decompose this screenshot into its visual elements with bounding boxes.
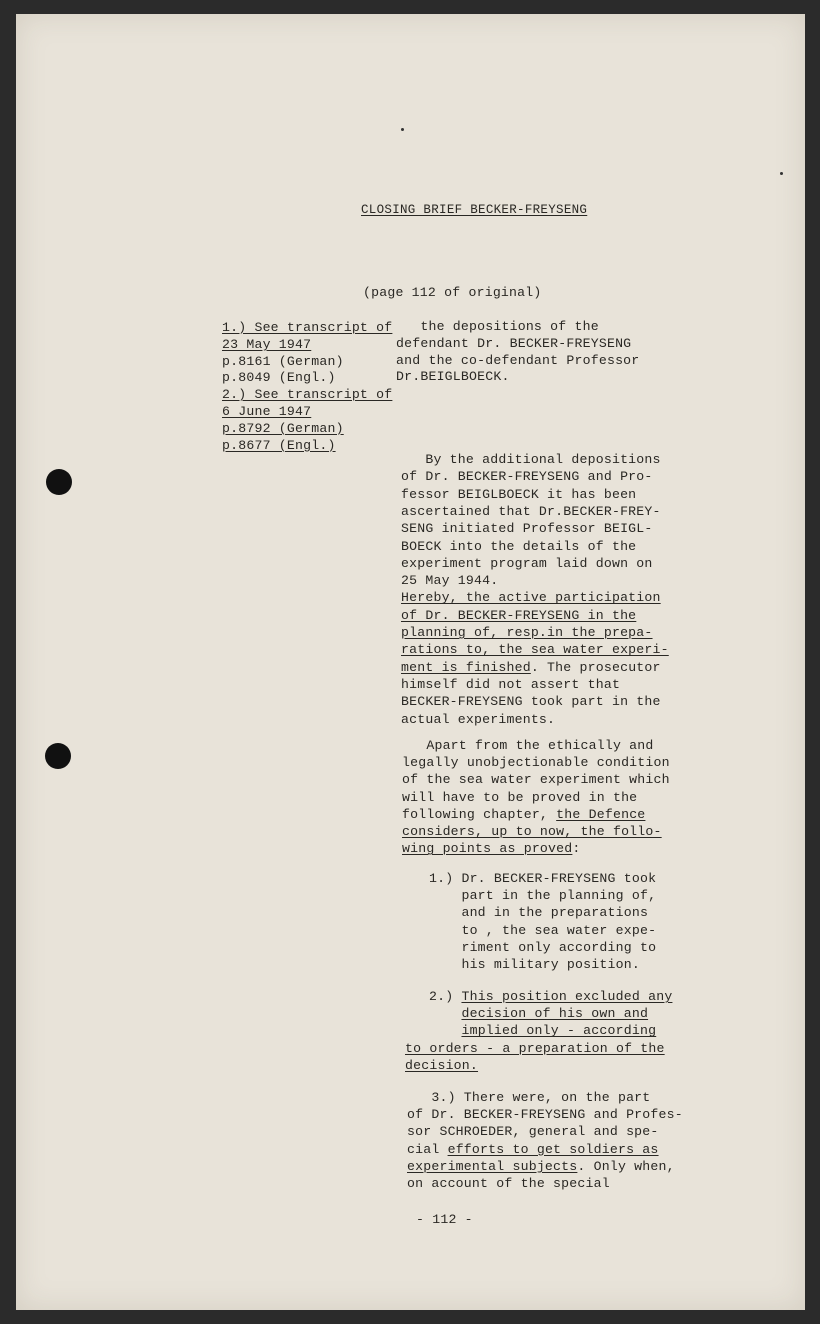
- text-span: Apart from the ethically and: [402, 738, 654, 753]
- text-span: sor SCHROEDER, general and spe-: [407, 1124, 659, 1140]
- text-line: [407, 1142, 659, 1159]
- page-number: - 112 -: [416, 1212, 473, 1227]
- text-line: [401, 608, 636, 625]
- text-line: part in the planning of,: [429, 888, 657, 904]
- underlined-text: implied only - according: [461, 1023, 657, 1039]
- text-span: actual experiments.: [401, 711, 556, 727]
- text-line: his military position.: [429, 957, 640, 972]
- text-span: . Only when,: [577, 1158, 675, 1174]
- margin-note-line: 23 May 1947: [222, 336, 312, 352]
- text-span: will have to be proved in the: [402, 789, 638, 805]
- text-span: . The prosecutor: [530, 659, 661, 675]
- underlined-text: experimental subjects: [407, 1158, 578, 1174]
- margin-note-line: 2.) See transcript of: [222, 387, 393, 403]
- text-span: BOECK into the details of the: [401, 538, 637, 554]
- underlined-text: considers, up to now, the follo-: [402, 824, 662, 839]
- text-line: [401, 556, 653, 573]
- punch-hole: [46, 469, 72, 495]
- text-line: [401, 712, 555, 729]
- margin-note-line: p.8161 (German): [222, 353, 344, 369]
- text-line: [401, 521, 653, 538]
- text-span: on account of the special: [407, 1176, 610, 1191]
- text-span: legally unobjectionable condition: [402, 755, 670, 771]
- text-span: BECKER-FREYSENG took part in the: [401, 694, 661, 710]
- text-line: [405, 1058, 478, 1075]
- text-line: [401, 469, 653, 486]
- text-line: [405, 1041, 665, 1058]
- text-span: 25 May 1944.: [401, 573, 499, 589]
- margin-note-line: p.8792 (German): [222, 420, 344, 436]
- text-line: [401, 625, 653, 642]
- page-reference: (page 112 of original): [363, 285, 542, 300]
- text-span: following chapter,: [402, 806, 557, 822]
- text-line: the depositions of the: [396, 319, 599, 334]
- margin-note-line: 6 June 1947: [222, 404, 312, 419]
- text-line: [402, 807, 645, 824]
- text-line: [401, 504, 661, 521]
- text-span: cial: [407, 1141, 448, 1157]
- punch-hole: [45, 743, 71, 769]
- text-span: experiment program laid down on: [401, 555, 653, 571]
- text-line: [407, 1159, 675, 1176]
- text-line: [402, 772, 670, 789]
- text-line: [401, 677, 620, 694]
- document-page: [16, 14, 805, 1310]
- underlined-text: Hereby, the active participation: [401, 590, 661, 606]
- text-line: [407, 1176, 610, 1193]
- text-line: [407, 1090, 650, 1107]
- text-span: 2.): [429, 989, 462, 1004]
- paper-speck: [780, 172, 783, 175]
- text-line: [402, 824, 662, 841]
- text-line: riment only according to: [429, 939, 657, 955]
- text-line: to , the sea water expe-: [429, 922, 657, 938]
- underlined-text: to orders - a preparation of the: [405, 1040, 665, 1056]
- underlined-text: decision of his own and: [461, 1006, 649, 1022]
- text-span: fessor BEIGLBOECK it has been: [401, 486, 637, 502]
- text-span: :: [572, 841, 581, 857]
- underlined-text: This position excluded any: [461, 989, 673, 1004]
- text-line: [401, 590, 661, 607]
- text-line: [407, 1107, 683, 1124]
- text-span: himself did not assert that: [401, 676, 621, 692]
- text-line: [429, 1023, 656, 1040]
- text-line: [401, 487, 636, 504]
- text-span: [429, 1006, 461, 1021]
- text-line: 1.) Dr. BECKER-FREYSENG took: [429, 871, 657, 886]
- margin-note-line: p.8677 (Engl.): [222, 437, 336, 453]
- underlined-text: of Dr. BECKER-FREYSENG in the: [401, 607, 637, 623]
- text-line: [402, 755, 670, 772]
- document-title: CLOSING BRIEF BECKER-FREYSENG: [361, 203, 588, 217]
- margin-note-line: p.8049 (Engl.): [222, 370, 336, 386]
- text-span: ascertained that Dr.BECKER-FREY-: [401, 503, 661, 519]
- text-line: [402, 841, 581, 858]
- text-line: [402, 738, 654, 755]
- text-span: SENG initiated Professor BEIGL-: [401, 521, 653, 537]
- text-line: [401, 573, 498, 590]
- underlined-text: efforts to get soldiers as: [447, 1141, 659, 1157]
- underlined-text: the Defence: [556, 806, 646, 822]
- text-span: 3.) There were, on the part: [407, 1090, 651, 1105]
- underlined-text: decision.: [405, 1057, 479, 1073]
- text-line: and the co-defendant Professor: [396, 352, 640, 368]
- underlined-text: rations to, the sea water experi-: [401, 642, 669, 658]
- text-span: By the additional depositions: [401, 452, 661, 467]
- text-line: [401, 539, 636, 556]
- text-line: [401, 642, 669, 659]
- text-span: of Dr. BECKER-FREYSENG and Pro-: [401, 469, 653, 485]
- underlined-text: ment is finished: [401, 659, 531, 675]
- text-line: and in the preparations: [429, 905, 649, 921]
- text-line: [429, 1006, 648, 1023]
- text-line: [407, 1124, 659, 1141]
- text-line: [401, 694, 661, 711]
- text-line: [401, 452, 661, 469]
- text-line: defendant Dr. BECKER-FREYSENG: [396, 335, 632, 351]
- text-line: [402, 790, 637, 807]
- text-line: Dr.BEIGLBOECK.: [396, 369, 510, 385]
- underlined-text: wing points as proved: [402, 841, 573, 857]
- margin-note-line: 1.) See transcript of: [222, 320, 393, 335]
- text-span: of Dr. BECKER-FREYSENG and Profes-: [407, 1107, 683, 1123]
- text-span: [429, 1023, 461, 1038]
- text-line: [401, 660, 661, 677]
- text-span: of the sea water experiment which: [402, 772, 670, 788]
- paper-speck: [401, 128, 404, 131]
- text-line: [429, 989, 672, 1006]
- underlined-text: planning of, resp.in the prepa-: [401, 625, 653, 640]
